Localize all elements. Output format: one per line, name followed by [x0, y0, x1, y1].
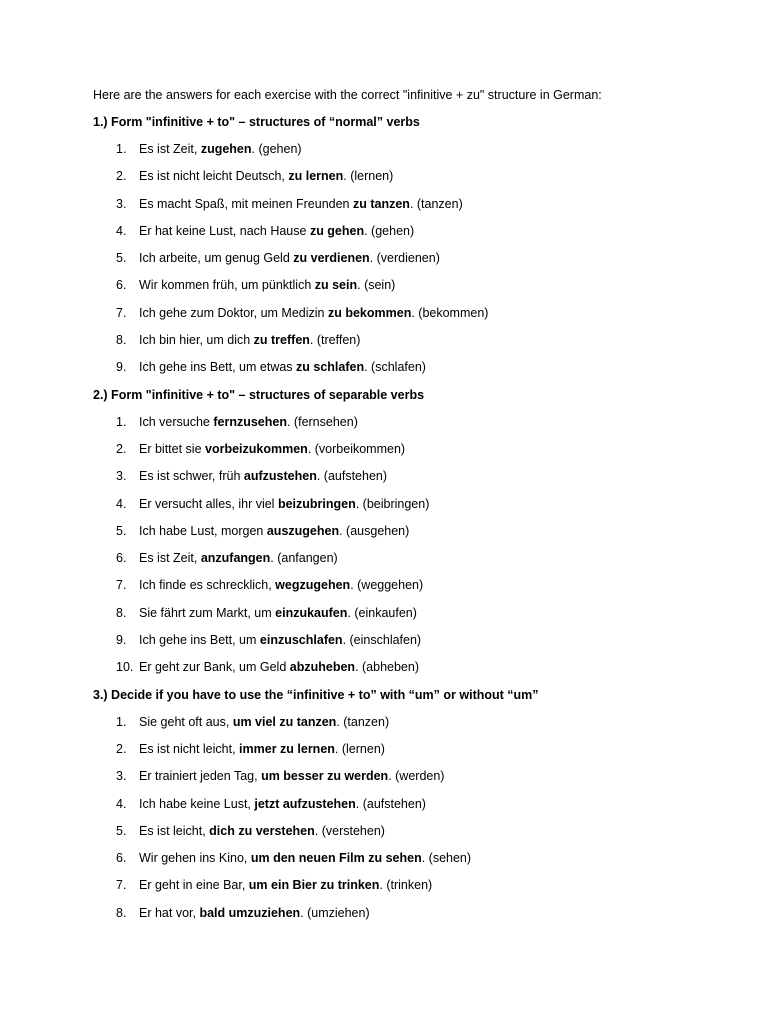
item-number: 5. — [116, 251, 127, 266]
list-item — [93, 523, 713, 539]
answer-text: zugehen — [200, 142, 252, 156]
sentence-end: . (aufstehen) — [316, 469, 388, 484]
list-item — [93, 168, 713, 184]
answer-list — [93, 714, 713, 921]
answer-text: zu schlafen — [296, 360, 365, 375]
sentence-end: . (schlafen) — [364, 360, 426, 375]
list-item — [93, 550, 713, 566]
list-item — [93, 850, 713, 866]
list-item — [93, 714, 713, 730]
item-number: 8. — [116, 605, 127, 620]
list-item — [93, 659, 713, 675]
sentence-start: Er hat vor, — [139, 905, 200, 920]
item-number: 1. — [116, 414, 127, 429]
answer-text: aufzustehen — [243, 469, 317, 484]
list-item — [93, 305, 713, 321]
sentence-start: Wir kommen früh, um pünktlich — [139, 278, 315, 293]
sentence-start: Wir gehen ins Kino, — [139, 851, 251, 866]
list-item — [93, 468, 713, 484]
sentence-start: Er trainiert jeden Tag, — [139, 769, 262, 784]
sentence-start: Es macht Spaß, mit meinen Freunden — [139, 196, 353, 211]
item-number: 8. — [116, 905, 127, 920]
sentence-start: Ich habe Lust, morgen — [139, 523, 267, 538]
list-item — [93, 632, 713, 648]
item-number: 9. — [116, 360, 127, 375]
item-number: 3. — [116, 469, 127, 484]
answer-text: anzufangen — [200, 551, 271, 566]
sentence-end: . (lernen) — [343, 169, 394, 184]
item-number: 7. — [116, 878, 127, 893]
list-item — [93, 359, 713, 375]
item-number: 1. — [116, 714, 127, 729]
answer-text: um den neuen Film zu sehen — [250, 851, 422, 866]
list-item — [93, 877, 713, 893]
list-item — [93, 823, 713, 839]
sentence-end: . (treffen) — [309, 333, 361, 348]
sentence-start: Es ist Zeit, — [139, 551, 201, 566]
item-number: 9. — [116, 633, 127, 648]
sentence-start: Es ist leicht, — [139, 823, 210, 838]
item-number: 3. — [116, 769, 127, 784]
item-number: 8. — [116, 333, 127, 348]
list-item — [93, 768, 713, 784]
document-page — [93, 87, 713, 932]
answer-text: zu lernen — [288, 169, 344, 184]
sentence-end: . (vorbeikommen) — [307, 441, 406, 456]
sentence-end: . (ausgehen) — [339, 523, 410, 538]
answer-list — [93, 414, 713, 676]
answer-text: zu verdienen — [293, 251, 370, 266]
sentence-end: . (einschlafen) — [342, 633, 422, 648]
item-number: 6. — [116, 278, 127, 293]
item-number: 6. — [116, 851, 127, 866]
answer-text: zu gehen — [309, 223, 365, 238]
sentence-start: Er versucht alles, ihr viel — [139, 496, 278, 511]
answer-text: zu tanzen — [352, 196, 410, 211]
sentence-start: Sie geht oft aus, — [139, 714, 233, 729]
list-item — [93, 605, 713, 621]
list-item — [93, 577, 713, 593]
answer-text: um besser zu werden — [261, 769, 389, 784]
list-item — [93, 141, 713, 157]
sentence-end: . (weggehen) — [350, 578, 424, 593]
sentence-end: . (gehen) — [364, 223, 415, 238]
sentence-start: Ich gehe ins Bett, um etwas — [139, 360, 297, 375]
sentence-start: Er geht zur Bank, um Geld — [139, 660, 290, 675]
sentence-end: . (bekommen) — [411, 305, 489, 320]
item-number: 2. — [116, 741, 127, 756]
sentence-end: . (werden) — [388, 769, 445, 784]
sentence-start: Ich gehe zum Doktor, um Medizin — [139, 305, 328, 320]
item-number: 2. — [116, 169, 127, 184]
item-number: 7. — [116, 305, 127, 320]
sentence-end: . (trinken) — [379, 878, 433, 893]
sentence-end: . (beibringen) — [355, 496, 430, 511]
answer-text: wegzugehen — [275, 578, 351, 593]
list-item — [93, 332, 713, 348]
answer-text: einzukaufen — [275, 605, 348, 620]
sentence-start: Es ist nicht leicht, — [139, 741, 240, 756]
sentence-end: . (tanzen) — [409, 196, 463, 211]
sentence-end: . (anfangen) — [270, 551, 338, 566]
sentence-start: Es ist schwer, früh — [139, 469, 244, 484]
answer-text: beizubringen — [277, 496, 356, 511]
sentence-start: Ich bin hier, um dich — [139, 333, 254, 348]
item-number: 4. — [116, 223, 127, 238]
sentence-end: . (umziehen) — [300, 905, 370, 920]
sentence-start: Er bittet sie — [139, 441, 205, 456]
section-heading: 2.) Form "infinitive + to" – structures of separable verbs — [93, 387, 425, 402]
item-number: 2. — [116, 441, 127, 456]
list-item — [93, 905, 713, 921]
item-number: 6. — [116, 551, 127, 566]
intro-text: Here are the answers for each exercise with the correct "infinitive + zu" structure in German: — [93, 88, 602, 102]
sentence-end: . (verdienen) — [369, 251, 440, 266]
list-item — [93, 223, 713, 239]
list-item — [93, 796, 713, 812]
list-item — [93, 414, 713, 430]
list-item — [93, 741, 713, 757]
answer-text: zu sein — [314, 278, 358, 293]
answer-text: zu treffen — [253, 333, 310, 348]
sentence-start: Es ist Zeit, — [139, 142, 201, 156]
sentence-start: Ich habe keine Lust, — [139, 796, 255, 811]
sentence-end: . (gehen) — [251, 142, 302, 156]
answer-text: immer zu lernen — [239, 741, 335, 756]
item-number: 5. — [116, 823, 127, 838]
answer-text: auszugehen — [266, 523, 340, 538]
sentence-end: . (sein) — [357, 278, 396, 293]
item-number: 7. — [116, 578, 127, 593]
item-number: 4. — [116, 796, 127, 811]
sentence-end: . (verstehen) — [314, 823, 385, 838]
sentence-start: Ich finde es schrecklich, — [139, 578, 276, 593]
sentence-end: . (lernen) — [334, 741, 385, 756]
item-number: 4. — [116, 496, 127, 511]
answer-text: vorbeizukommen — [205, 441, 308, 456]
section-heading: 1.) Form "infinitive + to" – structures of “normal” verbs — [93, 115, 420, 129]
item-number: 1. — [116, 142, 127, 156]
sentence-start: Es ist nicht leicht Deutsch, — [139, 169, 289, 184]
answer-list — [93, 141, 713, 375]
answer-text: um ein Bier zu trinken — [248, 878, 380, 893]
answer-text: fernzusehen — [213, 414, 287, 429]
answer-text: bald umzuziehen — [199, 905, 301, 920]
answer-text: zu bekommen — [327, 305, 412, 320]
item-number: 10. — [116, 660, 134, 675]
list-item — [93, 277, 713, 293]
sentence-end: . (abheben) — [355, 660, 419, 675]
sentence-start: Ich versuche — [139, 414, 214, 429]
exercise-sections — [93, 114, 713, 921]
sentence-end: . (einkaufen) — [347, 605, 417, 620]
item-number: 5. — [116, 523, 127, 538]
sentence-end: . (fernsehen) — [286, 414, 358, 429]
list-item — [93, 196, 713, 212]
sentence-start: Ich gehe ins Bett, um — [139, 633, 260, 648]
item-number: 3. — [116, 196, 127, 211]
sentence-end: . (tanzen) — [336, 714, 390, 729]
section-heading: 3.) Decide if you have to use the “infinitive + to” with “um” or without “um” — [93, 687, 539, 702]
answer-text: abzuheben — [289, 660, 356, 675]
sentence-end: . (aufstehen) — [355, 796, 426, 811]
sentence-start: Er hat keine Lust, nach Hause — [139, 223, 310, 238]
list-item — [93, 250, 713, 266]
answer-text: dich zu verstehen — [209, 823, 315, 838]
list-item — [93, 496, 713, 512]
sentence-start: Ich arbeite, um genug Geld — [139, 251, 294, 266]
sentence-end: . (sehen) — [421, 851, 472, 866]
answer-text: jetzt aufzustehen — [254, 796, 356, 811]
sentence-start: Er geht in eine Bar, — [139, 878, 249, 893]
sentence-start: Sie fährt zum Markt, um — [139, 605, 276, 620]
answer-text: einzuschlafen — [259, 633, 343, 648]
answer-text: um viel zu tanzen — [232, 714, 337, 729]
list-item — [93, 441, 713, 457]
